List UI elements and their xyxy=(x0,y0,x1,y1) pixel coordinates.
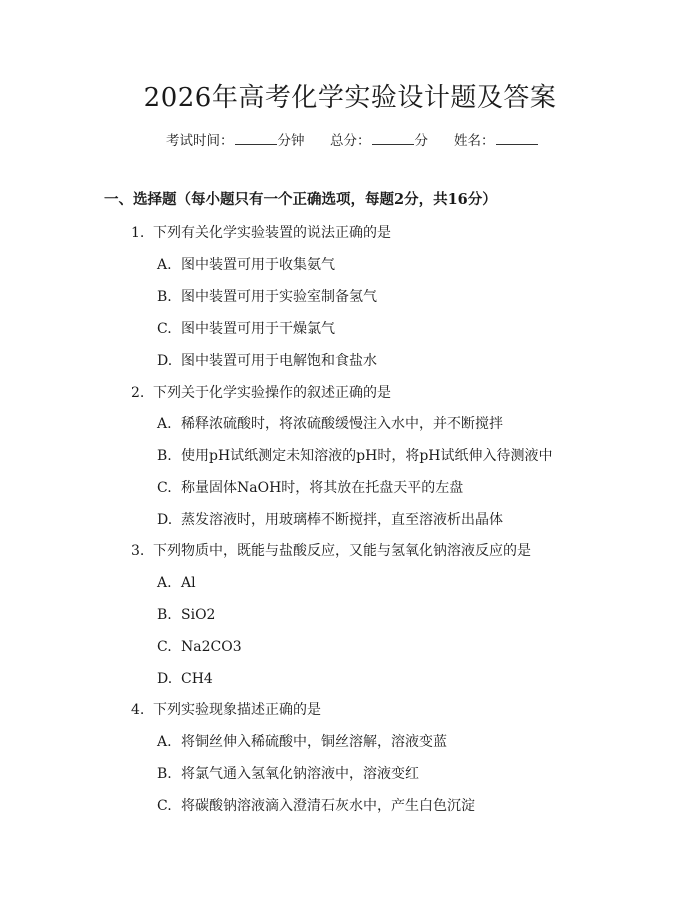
option-text: 蒸发溶液时，用玻璃棒不断搅拌，直至溶液析出晶体 xyxy=(181,512,503,528)
total-score-unit: 分 xyxy=(414,133,428,149)
question-2-option-d[interactable] xyxy=(157,509,503,531)
question-number: 4. xyxy=(131,702,145,718)
question-2-option-b[interactable] xyxy=(157,445,553,467)
question-number: 3. xyxy=(131,543,145,559)
option-text: 将铜丝伸入稀硫酸中，铜丝溶解，溶液变蓝 xyxy=(181,734,447,750)
option-letter: C. xyxy=(157,798,172,814)
question-4 xyxy=(131,699,321,721)
option-letter: B. xyxy=(157,766,172,782)
section-heading: 一、选择题（每小题只有一个正确选项，每题2分，共16分） xyxy=(104,191,497,208)
total-score-blank[interactable] xyxy=(372,130,414,145)
question-1-option-a[interactable] xyxy=(157,254,335,276)
option-text: 图中装置可用于干燥氯气 xyxy=(181,321,335,337)
option-letter: A. xyxy=(157,416,172,432)
option-text: 将氯气通入氢氧化钠溶液中，溶液变红 xyxy=(181,766,419,782)
option-text: 图中装置可用于收集氨气 xyxy=(181,257,335,273)
question-2-option-c[interactable] xyxy=(157,477,463,499)
option-letter: D. xyxy=(157,512,173,528)
option-letter: B. xyxy=(157,448,172,464)
exam-time-field xyxy=(166,130,305,152)
question-number: 1. xyxy=(131,225,145,241)
question-3 xyxy=(131,540,531,562)
student-name-blank[interactable] xyxy=(496,130,538,145)
question-3-option-b[interactable] xyxy=(157,604,215,626)
question-3-option-a[interactable] xyxy=(157,572,196,594)
option-letter: B. xyxy=(157,607,172,623)
question-4-option-b[interactable] xyxy=(157,763,419,785)
question-3-option-c[interactable] xyxy=(157,636,242,658)
exam-time-blank[interactable] xyxy=(235,130,277,145)
option-letter: B. xyxy=(157,289,172,305)
question-3-option-d[interactable] xyxy=(157,668,213,690)
option-letter: A. xyxy=(157,257,172,273)
question-1-option-b[interactable] xyxy=(157,286,377,308)
exam-time-label: 考试时间： xyxy=(166,133,234,149)
option-letter: C. xyxy=(157,480,172,496)
question-2-option-a[interactable] xyxy=(157,413,503,435)
option-text: Al xyxy=(181,575,196,591)
page-title: 2026年高考化学实验设计题及答案 xyxy=(143,83,557,113)
option-text: 图中装置可用于电解饱和食盐水 xyxy=(181,353,377,369)
exam-info-line xyxy=(0,130,700,152)
option-letter: C. xyxy=(157,639,172,655)
question-text: 下列关于化学实验操作的叙述正确的是 xyxy=(153,385,391,401)
question-4-option-c[interactable] xyxy=(157,795,475,817)
exam-time-unit: 分钟 xyxy=(277,133,305,149)
student-name-field xyxy=(454,130,539,152)
option-letter: D. xyxy=(157,353,173,369)
option-letter: A. xyxy=(157,575,172,591)
question-text: 下列实验现象描述正确的是 xyxy=(153,702,321,718)
question-number: 2. xyxy=(131,385,145,401)
total-score-field xyxy=(330,130,428,152)
question-text: 下列有关化学实验装置的说法正确的是 xyxy=(153,225,391,241)
option-text: SiO2 xyxy=(181,607,216,623)
question-1 xyxy=(131,222,391,244)
option-text: 称量固体NaOH时，将其放在托盘天平的左盘 xyxy=(181,480,464,496)
student-name-label: 姓名： xyxy=(454,133,495,149)
option-letter: C. xyxy=(157,321,172,337)
total-score-label: 总分： xyxy=(330,133,371,149)
question-4-option-a[interactable] xyxy=(157,731,447,753)
option-text: CH4 xyxy=(181,671,213,687)
option-text: 稀释浓硫酸时，将浓硫酸缓慢注入水中，并不断搅拌 xyxy=(181,416,503,432)
question-text: 下列物质中，既能与盐酸反应，又能与氢氧化钠溶液反应的是 xyxy=(153,543,531,559)
question-1-option-d[interactable] xyxy=(157,350,377,372)
option-letter: A. xyxy=(157,734,172,750)
option-text: 使用pH试纸测定未知溶液的pH时，将pH试纸伸入待测液中 xyxy=(181,448,553,464)
option-text: Na2CO3 xyxy=(181,639,242,655)
question-2 xyxy=(131,382,391,404)
option-letter: D. xyxy=(157,671,173,687)
question-1-option-c[interactable] xyxy=(157,318,335,340)
option-text: 图中装置可用于实验室制备氢气 xyxy=(181,289,377,305)
option-text: 将碳酸钠溶液滴入澄清石灰水中，产生白色沉淀 xyxy=(181,798,475,814)
